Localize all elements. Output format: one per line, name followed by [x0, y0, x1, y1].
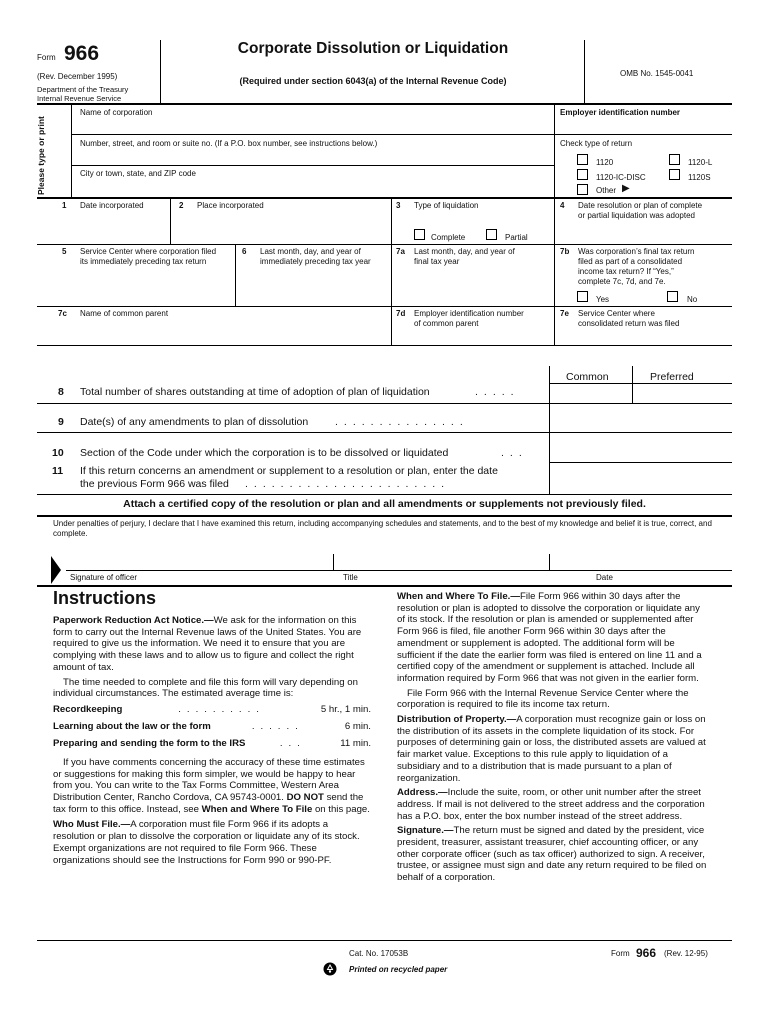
line-4-number: 4	[560, 201, 565, 210]
line-7d-number: 7d	[396, 309, 406, 318]
line-8-number: 8	[58, 386, 64, 398]
type-1120-label: 1120	[596, 158, 614, 167]
address-heading: Address.—	[397, 787, 448, 799]
amendment-dates-field[interactable]	[553, 409, 730, 429]
irs-label: Internal Revenue Service	[37, 94, 122, 103]
place-incorporated-field[interactable]	[174, 214, 388, 240]
line-5-label-b: its immediately preceding tax return	[80, 257, 207, 266]
learning-row: Learning about the law or the form ...... 6 min.	[53, 720, 371, 732]
yes-checkbox[interactable]	[577, 291, 588, 302]
when-where-paragraph: When and Where To File.—File Form 966 within 30 days after the resolution or plan is adopted to dissolve the corporation or liquidate any of its stock. If the resolution or plan is amended or supplemented after Form 966 is filed, file another Form 966 within 30 days after the amendment or supplement is adopted. The additional form will be sufficient if the date the earlier form was filed is entered on line 11 and a certified copy of the amendment or supplement is attached. Include all information required by Form 966 that was not given in the earlier form.	[397, 591, 702, 684]
instructions-heading: Instructions	[53, 588, 157, 608]
complete-checkbox[interactable]	[414, 229, 425, 240]
service-center-field[interactable]	[74, 270, 232, 302]
consolidated-service-center-field[interactable]	[558, 331, 730, 343]
who-must-file-heading: Who Must File.—	[53, 819, 131, 831]
line-6-number: 6	[242, 247, 247, 256]
parent-ein-field[interactable]	[395, 330, 551, 343]
catalog-number: Cat. No. 17053B	[349, 949, 409, 958]
line-7b-label-c: income tax return? If “Yes,”	[578, 267, 674, 276]
who-must-file-paragraph: Who Must File.—A corporation must file Form 966 if its adopts a resolution or plan to dissolve the corporation or liquidate any of its stock. Exempt organizations are not required to file Form 966. These organizations should see the Instructions for Form 990 or 990-PF.	[53, 819, 360, 866]
common-parent-field[interactable]	[74, 320, 388, 342]
partial-label: Partial	[505, 233, 528, 242]
date-incorporated-field[interactable]	[74, 214, 168, 240]
no-label: No	[687, 295, 698, 304]
dept-label: Department of the Treasury	[37, 85, 129, 94]
date-label: Date	[596, 573, 613, 582]
line-7c-number: 7c	[58, 309, 67, 318]
comments-paragraph: If you have comments concerning the accuracy of these time estimates or suggestions for making this form simpler, we would be happy to hear from you. You can write to the Tax Forms Committee, Western Area Distribution Center, Rancho Cordova, CA 95743-0001. DO NOT send the tax form to this office. Instead, see When and Where To File on this page.	[53, 756, 370, 815]
sign-here-arrow-icon	[51, 556, 61, 584]
title-label: Title	[343, 573, 358, 582]
line-11-label-b: the previous Form 966 was filed	[80, 478, 229, 490]
line-4-label-b: or partial liquidation was adopted	[578, 211, 695, 220]
partial-checkbox[interactable]	[486, 229, 497, 240]
line-7b-number: 7b	[560, 247, 570, 256]
signature-label: Signature of officer	[70, 573, 138, 582]
page-title: Corporate Dissolution or Liquidation	[237, 40, 509, 57]
line-8-label: Total number of shares outstanding at time of adoption of plan of liquidation	[80, 386, 430, 398]
final-tax-year-field[interactable]	[395, 270, 551, 302]
pra-heading: Paperwork Reduction Act Notice.—	[53, 615, 214, 626]
distribution-paragraph: Distribution of Property.—A corporation must recognize gain or loss on the distribution of its assets in the complete liquidation of its stock. For purposes of determining gain or loss, the distributed assets are valued at fair market value. Exceptions to this rule apply to liquidation of a subsidiary and to a distribution that is made pursuant to a plan of reorganization.	[397, 714, 706, 784]
line-2-label: Place incorporated	[197, 201, 264, 210]
type-1120s-label: 1120S	[688, 173, 711, 182]
type-1120l-checkbox[interactable]	[669, 154, 680, 165]
line-9-number: 9	[58, 416, 64, 428]
common-header: Common	[566, 371, 609, 383]
common-shares-field[interactable]	[553, 386, 629, 401]
line-11-number: 11	[52, 465, 64, 477]
line-2-number: 2	[179, 201, 184, 210]
line-11-label-a: If this return concerns an amendment or supplement to a resolution or plan, enter the date	[80, 465, 498, 477]
ein-label: Employer identification number	[560, 108, 681, 117]
preparing-row: Preparing and sending the form to the IRS ... 11 min.	[53, 737, 371, 749]
rev-date: (Rev. December 1995)	[37, 72, 118, 81]
line-7a-label-a: Last month, day, and year of	[414, 247, 515, 256]
line-10-label: Section of the Code under which the corporation is to be dissolved or liquidated	[80, 447, 449, 459]
line-5-label-a: Service Center where corporation filed	[80, 247, 217, 256]
line-5-number: 5	[62, 247, 67, 256]
complete-label: Complete	[431, 233, 466, 242]
line-6-label-b: immediately preceding tax year	[260, 257, 371, 266]
officer-title-field[interactable]	[336, 552, 546, 569]
check-type-label: Check type of return	[560, 139, 633, 148]
city-label: City or town, state, and ZIP code	[80, 169, 196, 178]
type-1120l-label: 1120-L	[688, 158, 713, 167]
preferred-shares-field[interactable]	[636, 386, 730, 401]
type-1120s-checkbox[interactable]	[669, 169, 680, 180]
yes-label: Yes	[596, 295, 610, 304]
line-3-label: Type of liquidation	[414, 201, 479, 210]
recordkeeping-row: Recordkeeping .......... 5 hr., 1 min.	[53, 703, 371, 715]
type-other-checkbox[interactable]	[577, 184, 588, 195]
recycle-icon	[323, 962, 337, 976]
time-paragraph: The time needed to complete and file this form will vary depending on individual circumstances. The estimated average time is:	[53, 676, 358, 700]
line-7d-label-b: of common parent	[414, 319, 479, 328]
form-word: Form	[37, 53, 56, 62]
line-7b-label-b: filed as part of a consolidated	[578, 257, 683, 266]
attach-notice: Attach a certified copy of the resolution or plan and all amendments or supplements not previously filed.	[123, 498, 646, 510]
pra-text: We ask for the information on this form to carry out the Internal Revenue laws of the United States. You are required to give us the information. We need it to ensure that you are complying with these laws and to allow us to figure and collect the right amount of tax.	[53, 615, 362, 673]
line-7b-label-a: Was corporation’s final tax return	[578, 247, 695, 256]
line-10-number: 10	[52, 447, 64, 459]
instructions-right-column	[397, 591, 707, 884]
address-label: Number, street, and room or suite no. (If a P.O. box number, see instructions below.)	[80, 139, 378, 148]
omb-number: OMB No. 1545-0041	[620, 69, 694, 78]
recycled-paper-note: Printed on recycled paper	[349, 965, 448, 974]
penalty-statement: Under penalties of perjury, I declare that I have examined this return, including accompanying schedules and statements, and to the best of my knowledge and belief it is true, correct, and complete.	[53, 519, 712, 538]
line-7b-label-d: complete 7c, 7d, and 7e.	[578, 277, 666, 286]
preceding-tax-year-field[interactable]	[240, 270, 388, 302]
city-field[interactable]	[74, 180, 552, 194]
footer-rev: (Rev. 12-95)	[664, 949, 708, 958]
file-with-paragraph: File Form 966 with the Internal Revenue Service Center where the corporation is required to file its income tax return.	[397, 687, 689, 711]
ein-field[interactable]	[558, 118, 730, 132]
line-1-label: Date incorporated	[80, 201, 144, 210]
line-3-number: 3	[396, 201, 401, 210]
pra-paragraph	[53, 615, 371, 674]
code-section-field[interactable]	[553, 440, 730, 460]
line-7c-label: Name of common parent	[80, 309, 169, 318]
type-1120ic-label: 1120-IC-DISC	[596, 173, 646, 182]
signature-date-field[interactable]	[552, 552, 730, 569]
address-field[interactable]	[74, 150, 552, 163]
line-7e-label-a: Service Center where	[578, 309, 655, 318]
line-1-number: 1	[62, 201, 67, 210]
form-number: 966	[64, 42, 100, 65]
line-6-label-a: Last month, day, and year of	[260, 247, 361, 256]
type-1120ic-checkbox[interactable]	[577, 169, 588, 180]
distribution-heading: Distribution of Property.—	[397, 714, 517, 726]
signature-paragraph: Signature.—The return must be signed and dated by the president, vice president, treasurer, assistant treasurer, chief accounting officer, or any other corporate officer (such as tax officer) authorized to sign. A receiver, trustee, or assignee must sign and date any return required to be filed on behalf of a corporation.	[397, 825, 707, 884]
line-7a-label-b: final tax year	[414, 257, 460, 266]
line-7d-label-a: Employer identification number	[414, 309, 524, 318]
arrow-right-icon: ▶	[622, 183, 630, 194]
preferred-header: Preferred	[650, 371, 694, 383]
line-4-label-a: Date resolution or plan of complete	[578, 201, 703, 210]
page-subtitle: (Required under section 6043(a) of the Internal Revenue Code)	[239, 76, 507, 86]
when-where-heading: When and Where To File.—	[397, 591, 520, 602]
line-7e-number: 7e	[560, 309, 569, 318]
line-7e-label-b: consolidated return was filed	[578, 319, 680, 328]
please-type-or-print: Please type or print	[36, 116, 46, 195]
footer-form-word: Form	[611, 949, 630, 958]
date-resolution-field[interactable]	[558, 222, 730, 242]
no-checkbox[interactable]	[667, 291, 678, 302]
line-9-label: Date(s) of any amendments to plan of dissolution	[80, 416, 309, 428]
corp-name-label: Name of corporation	[80, 108, 153, 117]
address-paragraph: Address.—Include the suite, room, or other unit number after the street address. If mail is not delivered to the street address and the corporation has a P.O. box, enter the box number instead of the street address.	[397, 787, 705, 822]
previous-filing-date-field[interactable]	[553, 468, 730, 490]
signature-heading: Signature.—	[397, 825, 454, 837]
corp-name-field[interactable]	[74, 118, 552, 132]
type-1120-checkbox[interactable]	[577, 154, 588, 165]
line-7a-number: 7a	[396, 247, 405, 256]
instructions-left-column	[53, 615, 371, 866]
footer-form-number: 966	[636, 946, 657, 960]
officer-signature-field[interactable]	[66, 552, 331, 569]
type-other-label: Other	[596, 186, 617, 195]
